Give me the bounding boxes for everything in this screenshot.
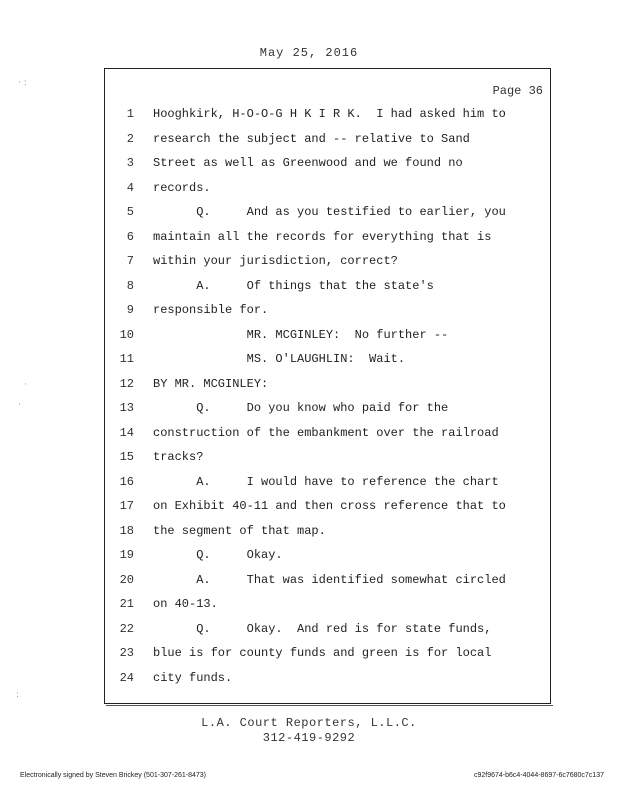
line-text: MS. O'LAUGHLIN: Wait. <box>153 352 406 366</box>
transcript-line <box>104 620 551 638</box>
line-text: A. Of things that the state's <box>153 278 434 293</box>
line-number: 16 <box>119 474 134 489</box>
transcript-line <box>104 399 551 417</box>
line-number: 2 <box>126 131 134 146</box>
transcript-line <box>104 375 551 393</box>
frame-shadow-line <box>106 702 553 706</box>
transcript-line <box>104 203 551 221</box>
line-text: Hooghkirk, H-O-O-G H K I R K. I had asked him to <box>153 107 506 121</box>
transcript-line <box>104 179 551 197</box>
line-number: 11 <box>119 352 134 366</box>
line-text: A. That was identified somewhat circled <box>153 572 506 587</box>
line-text: on 40-13. <box>153 597 218 611</box>
transcript-line <box>104 326 551 344</box>
line-number: 23 <box>119 646 134 660</box>
line-number: 4 <box>126 180 134 195</box>
line-number: 3 <box>126 156 134 170</box>
line-text: tracks? <box>153 450 204 464</box>
transcript-line <box>104 571 551 589</box>
line-text: within your jurisdiction, correct? <box>153 254 398 268</box>
line-number: 24 <box>119 670 134 685</box>
line-text: responsible for. <box>153 303 269 317</box>
transcript-line <box>104 154 551 172</box>
court-reporter-name: L.A. Court Reporters, L.L.C. <box>201 716 417 730</box>
transcript-line <box>104 424 551 442</box>
line-text: records. <box>153 180 211 195</box>
transcript-line <box>104 252 551 270</box>
transcript-line <box>104 497 551 515</box>
line-number: 21 <box>119 597 134 611</box>
line-text: the segment of that map. <box>153 523 326 538</box>
line-number: 9 <box>126 303 134 317</box>
line-text: Street as well as Greenwood and we found no <box>153 156 463 170</box>
transcript-line <box>104 473 551 491</box>
line-text: city funds. <box>153 670 233 685</box>
page-number-label: Page 36 <box>492 84 543 98</box>
line-number: 5 <box>126 205 134 219</box>
line-number: 6 <box>126 229 134 244</box>
scan-mark: · <box>18 400 21 410</box>
line-number: 19 <box>119 548 134 562</box>
scan-mark: · : <box>18 78 27 88</box>
transcript-line <box>104 669 551 687</box>
line-number: 7 <box>126 254 134 268</box>
line-number: 12 <box>119 376 134 391</box>
line-number: 1 <box>126 107 134 121</box>
court-reporter-phone: 312-419-9292 <box>262 731 356 745</box>
line-text: A. I would have to reference the chart <box>153 474 499 489</box>
line-text: construction of the embankment over the railroad <box>153 425 499 440</box>
line-number: 8 <box>126 278 134 293</box>
line-number: 20 <box>119 572 134 587</box>
scan-mark: · <box>24 380 27 390</box>
line-text: Q. Okay. And red is for state funds, <box>153 621 492 636</box>
scan-mark: : <box>16 690 20 700</box>
line-number: 14 <box>119 425 134 440</box>
line-number: 17 <box>119 499 134 513</box>
transcript-line <box>104 130 551 148</box>
line-text: MR. MCGINLEY: No further -- <box>153 327 449 342</box>
transcript-line <box>104 448 551 466</box>
line-text: blue is for county funds and green is for local <box>153 646 492 660</box>
transcript-line <box>104 301 551 319</box>
line-text: BY MR. MCGINLEY: <box>153 376 269 391</box>
line-text: on Exhibit 40-11 and then cross reference that to <box>153 499 506 513</box>
line-text: maintain all the records for everything that is <box>153 229 492 244</box>
line-text: Q. Okay. <box>153 548 283 562</box>
electronic-signature-note: Electronically signed by Steven Brickey (501-307-261-8473) <box>20 772 206 779</box>
deposition-date: May 25, 2016 <box>259 46 359 60</box>
transcript-line <box>104 228 551 246</box>
transcript-line <box>104 105 551 123</box>
line-text: research the subject and -- relative to Sand <box>153 131 470 146</box>
line-number: 15 <box>119 450 134 464</box>
transcript-line <box>104 644 551 662</box>
line-text: Q. And as you testified to earlier, you <box>153 205 506 219</box>
transcript-line <box>104 546 551 564</box>
line-number: 13 <box>119 401 134 415</box>
line-number: 10 <box>119 327 134 342</box>
line-number: 18 <box>119 523 134 538</box>
transcript-line <box>104 595 551 613</box>
line-text: Q. Do you know who paid for the <box>153 401 449 415</box>
transcript-line <box>104 277 551 295</box>
transcript-line <box>104 522 551 540</box>
line-number: 22 <box>119 621 134 636</box>
document-id: c92f9674-b6c4-4044-8697-6c7680c7c137 <box>474 772 604 779</box>
transcript-line <box>104 350 551 368</box>
